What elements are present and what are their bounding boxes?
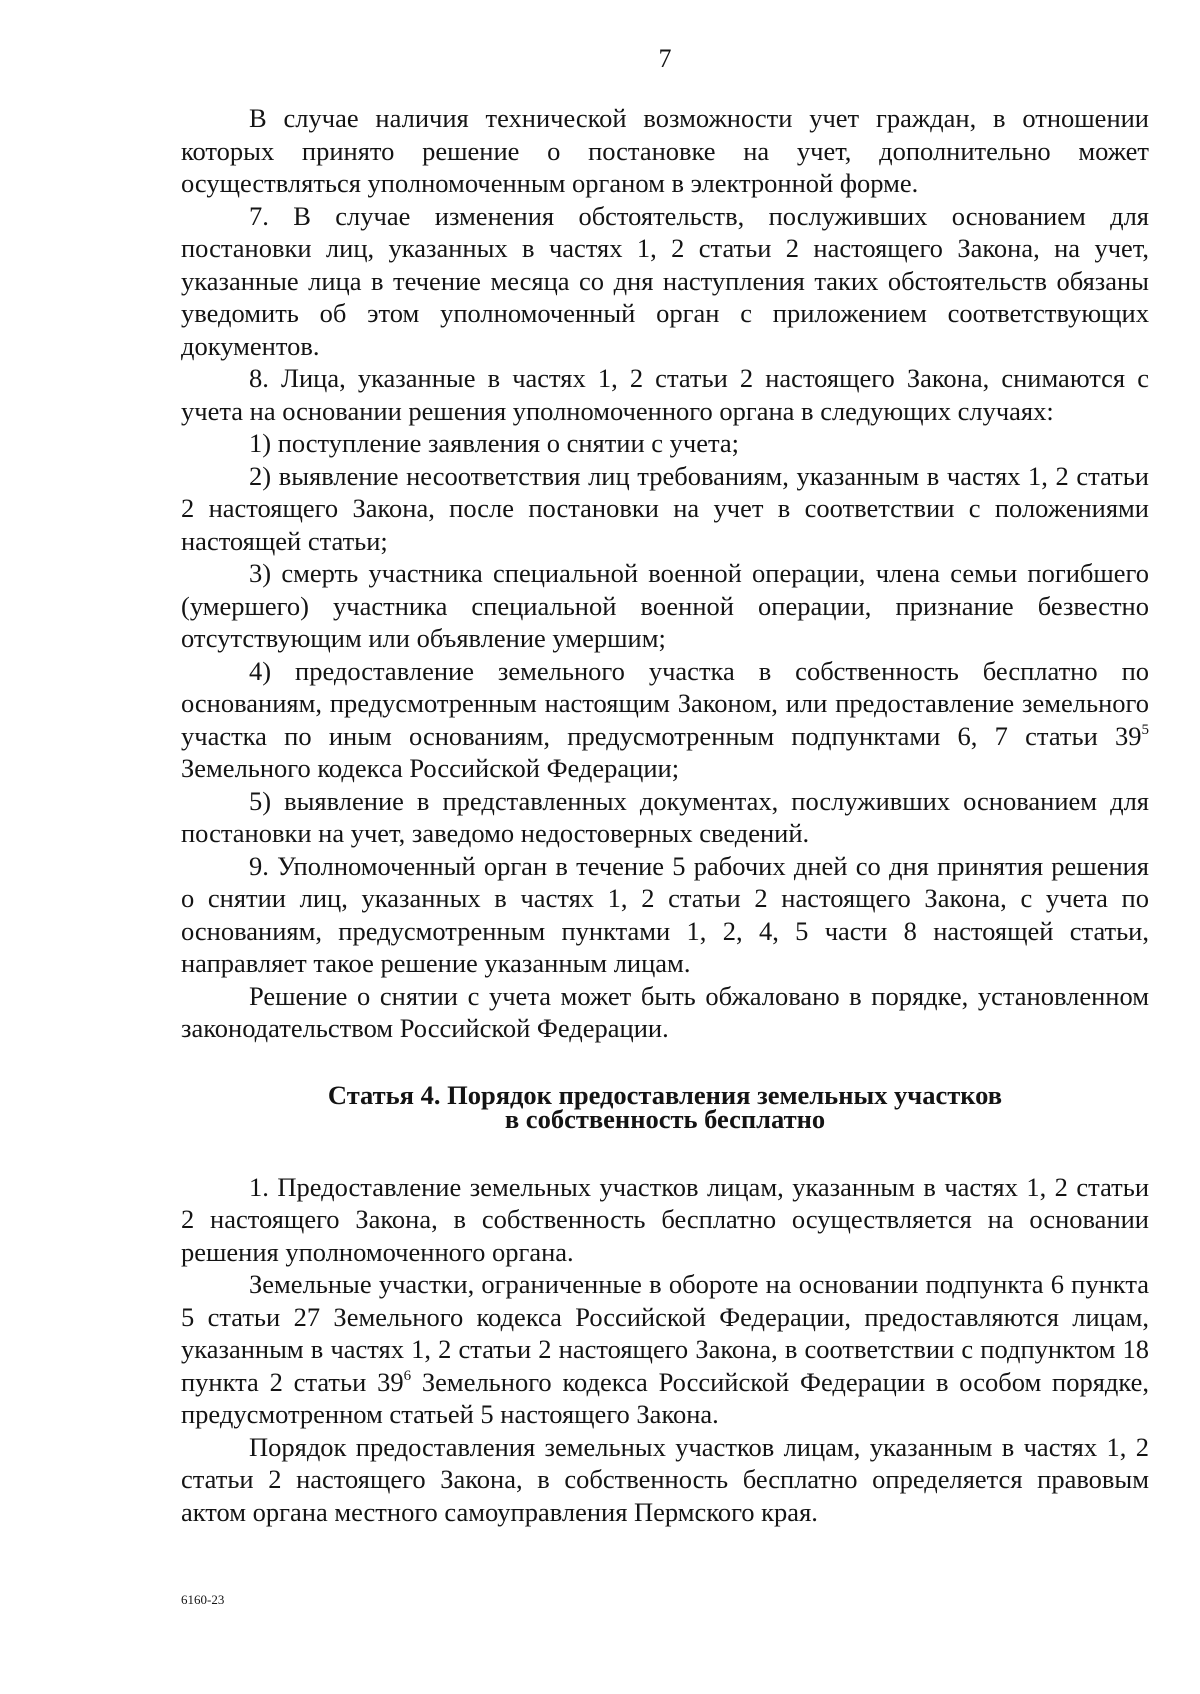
document-code: 6160-23 xyxy=(181,1592,225,1607)
article-heading-line-2: в собственность бесплатно xyxy=(504,1103,826,1134)
paragraph-part-8: 8. Лица, указанные в частях 1, 2 статьи 2 настоящего Закона, снимаются с учета на основании решения уполномоченного органа в следующих случаях: xyxy=(181,363,1149,426)
list-item-5: 5) выявление в представленных документах, послуживших основанием для постановки на учет, заведомо недостоверных сведений. xyxy=(181,785,1149,848)
paragraph-appeal: Решение о снятии с учета может быть обжаловано в порядке, установленном законодательством Российской Федерации. xyxy=(181,980,1149,1043)
page-number: 7 xyxy=(658,44,672,73)
paragraph-procedure: Порядок предоставления земельных участков лицам, указанным в частях 1, 2 статьи 2 настоящего Закона, в собственность бесплатно определяется правовым актом органа местного самоуправления Пермского края. xyxy=(181,1431,1149,1527)
restricted-land-text: Земельные участки, ограниченные в обороте на основании подпункта 6 пункта 5 статьи 27 Земельного кодекса Российской Федерации, предоставляются лицам, указанным в частях 1, 2 статьи 2 настоящего Закона, в соответствии с подпунктом 18 пункта 2 статьи 39 xyxy=(181,1269,1149,1397)
restricted-land-tail: Земельного кодекса Российской Федерации в особом порядке, предусмотренном статьей 5 настоящего Закона. xyxy=(181,1366,1149,1429)
list-item-2: 2) выявление несоответствия лиц требованиям, указанным в частях 1, 2 статьи 2 настоящего Закона, после постановки на учет в соответствии с положениями настоящей статьи; xyxy=(181,460,1149,556)
paragraph-part-9: 9. Уполномоченный орган в течение 5 рабочих дней со дня принятия решения о снятии лиц, указанных в частях 1, 2 статьи 2 настоящего Закона, с учета по основаниям, предусмотренным пунктами 1, 2, 4, 5 части 8 настоящей статьи, направляет такое решение указанным лицам. xyxy=(181,850,1149,978)
list-item-1: 1) поступление заявления о снятии с учета; xyxy=(249,428,740,458)
article-heading-line-1: Статья 4. Порядок предоставления земельных участков xyxy=(327,1079,1003,1110)
list-item-3: 3) смерть участника специальной военной операции, члена семьи погибшего (умершего) участника специальной военной операции, признание безвестно отсутствующим или объявление умершим; xyxy=(181,558,1149,653)
superscript-5: 5 xyxy=(1141,721,1149,738)
paragraph-part-7: 7. В случае изменения обстоятельств, послуживших основанием для постановки лиц, указанных в частях 1, 2 статьи 2 настоящего Закона, на учет, указанные лица в течение месяца со дня наступления таких обстоятельств обязаны уведомить об этом уполномоченный орган с приложением соответствующих документов. xyxy=(181,200,1149,361)
list-item-4-tail: Земельного кодекса Российской Федерации; xyxy=(181,753,680,783)
paragraph-article4-part1: 1. Предоставление земельных участков лицам, указанным в частях 1, 2 статьи 2 настоящего Закона, в собственность бесплатно осуществляется на основании решения уполномоченного органа. xyxy=(181,1171,1149,1267)
list-item-4-text: 4) предоставление земельного участка в собственность бесплатно по основаниям, предусмотренным настоящим Законом, или предоставление земельного участка по иным основаниям, предусмотренным подпунктами 6, 7 статьи 39 xyxy=(181,655,1149,751)
document-body xyxy=(181,102,1149,1528)
list-item-4 xyxy=(181,655,1149,785)
paragraph-restricted-land xyxy=(181,1268,1149,1431)
paragraph-electronic-record: В случае наличия технической возможности учет граждан, в отношении которых принято решение о постановке на учет, дополнительно может осуществляться уполномоченным органом в электронной форме. xyxy=(181,103,1149,198)
article-4-heading xyxy=(181,1079,1149,1134)
superscript-6: 6 xyxy=(403,1367,412,1384)
